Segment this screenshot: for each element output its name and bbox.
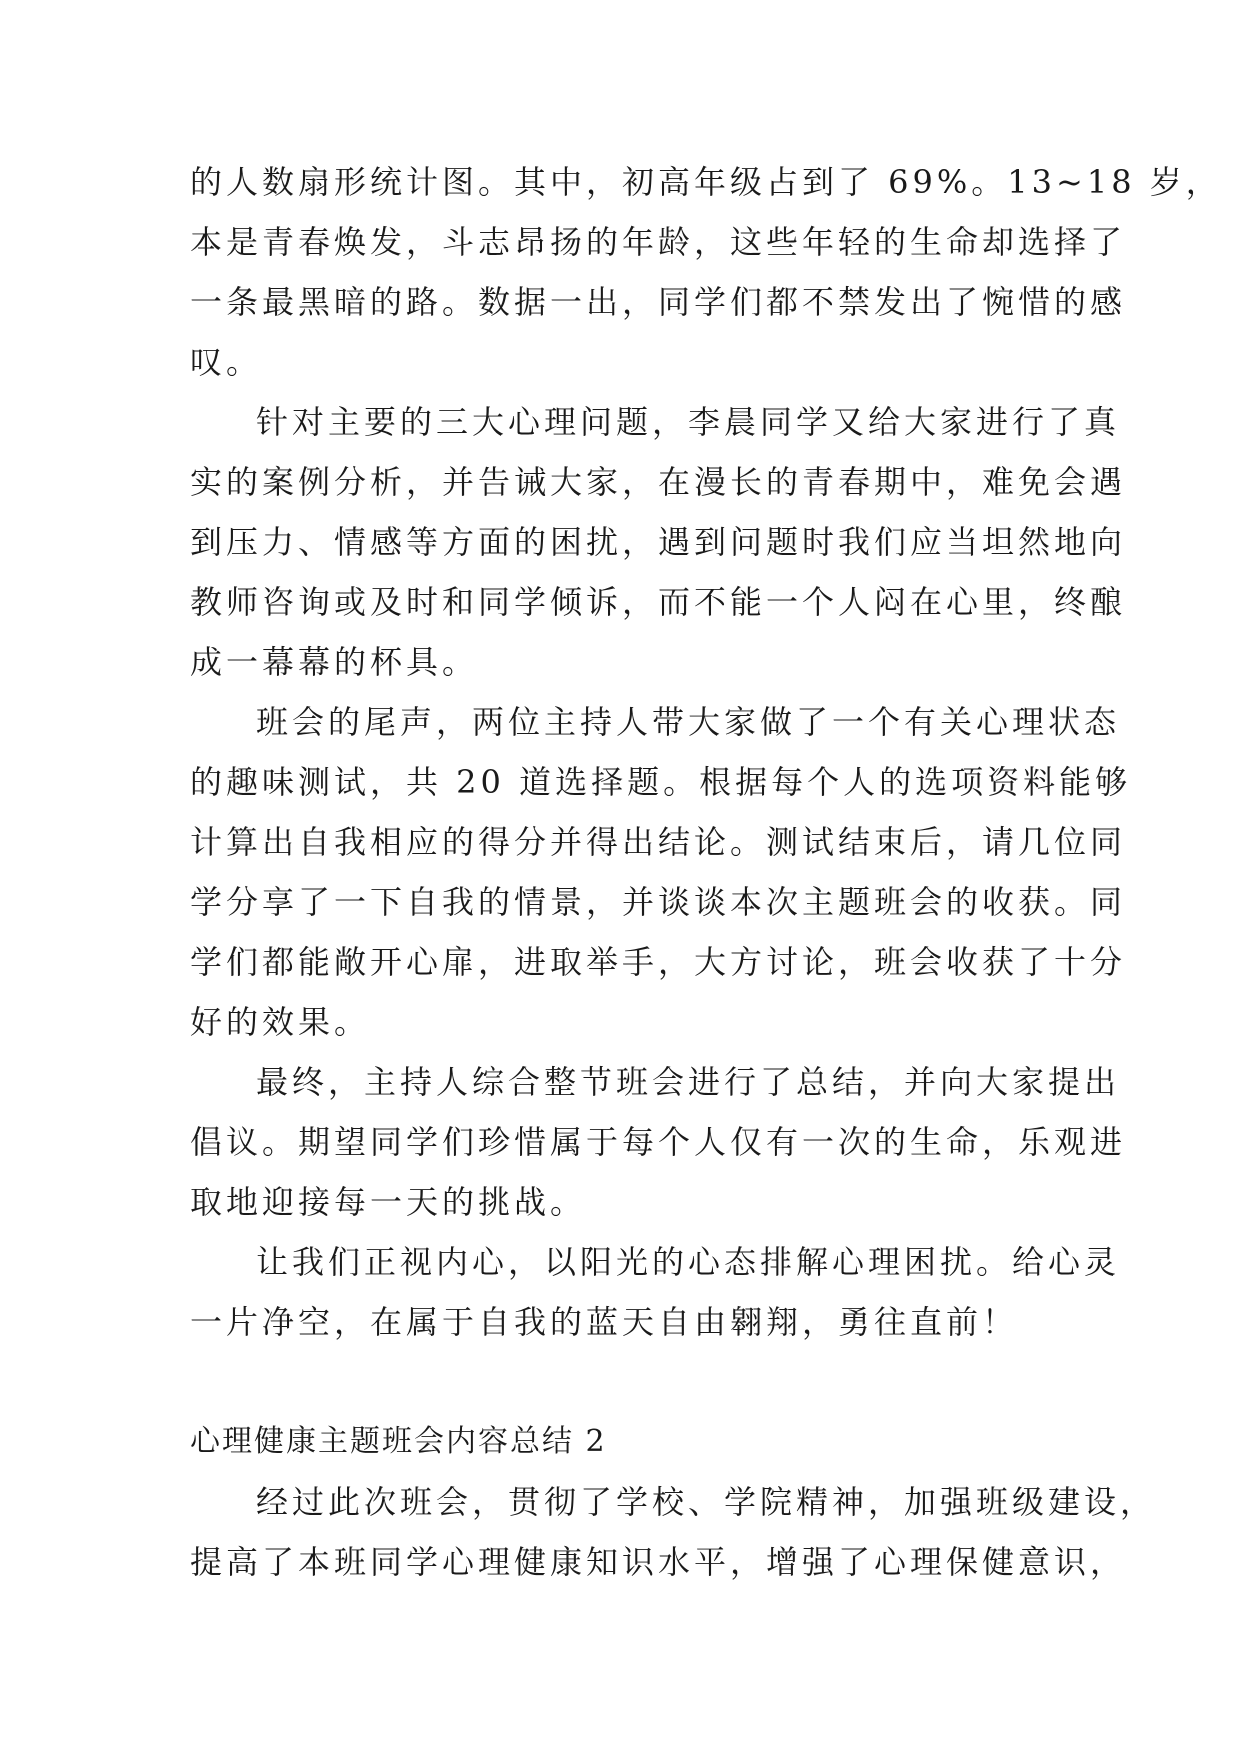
paragraph-line: 的趣味测试，共 20 道选择题。根据每个人的选项资料能够: [190, 763, 1132, 801]
paragraph-line: 一条最黑暗的路。数据一出，同学们都不禁发出了惋惜的感: [190, 283, 1127, 321]
paragraph-line: 倡议。期望同学们珍惜属于每个人仅有一次的生命，乐观进: [190, 1123, 1127, 1161]
paragraph-line: 提高了本班同学心理健康知识水平，增强了心理保健意识，: [190, 1543, 1127, 1581]
paragraph-line: 班会的尾声，两位主持人带大家做了一个有关心理状态: [256, 703, 1121, 741]
paragraph-line: 的人数扇形统计图。其中，初高年级占到了 69%。13~18 岁，: [190, 163, 1222, 201]
paragraph-line: 让我们正视内心，以阳光的心态排解心理困扰。给心灵: [256, 1243, 1121, 1281]
paragraph-line: 学们都能敞开心扉，进取举手，大方讨论，班会收获了十分: [190, 943, 1127, 981]
paragraph-line: 叹。: [190, 343, 263, 381]
paragraph-line: 取地迎接每一天的挑战。: [190, 1183, 587, 1221]
section-title: 心理健康主题班会内容总结 2: [190, 1424, 607, 1459]
paragraph-line: 本是青春焕发，斗志昂扬的年龄，这些年轻的生命却选择了: [190, 223, 1127, 261]
paragraph-line: 教师咨询或及时和同学倾诉，而不能一个人闷在心里，终酿: [190, 583, 1127, 621]
paragraph-line: 计算出自我相应的得分并得出结论。测试结束后，请几位同: [190, 823, 1127, 861]
paragraph-line: 到压力、情感等方面的困扰，遇到问题时我们应当坦然地向: [190, 523, 1127, 561]
paragraph-line: 最终，主持人综合整节班会进行了总结，并向大家提出: [256, 1063, 1121, 1101]
paragraph-line: 好的效果。: [190, 1003, 371, 1041]
paragraph-line: 经过此次班会，贯彻了学校、学院精神，加强班级建设，: [256, 1483, 1157, 1521]
paragraph-line: 针对主要的三大心理问题，李晨同学又给大家进行了真: [256, 403, 1121, 441]
paragraph-line: 学分享了一下自我的情景，并谈谈本次主题班会的收获。同: [190, 883, 1127, 921]
paragraph-line: 实的案例分析，并告诫大家，在漫长的青春期中，难免会遇: [190, 463, 1127, 501]
paragraph-line: 成一幕幕的杯具。: [190, 643, 479, 681]
paragraph-line: 一片净空，在属于自我的蓝天自由翱翔，勇往直前！: [190, 1303, 1019, 1341]
